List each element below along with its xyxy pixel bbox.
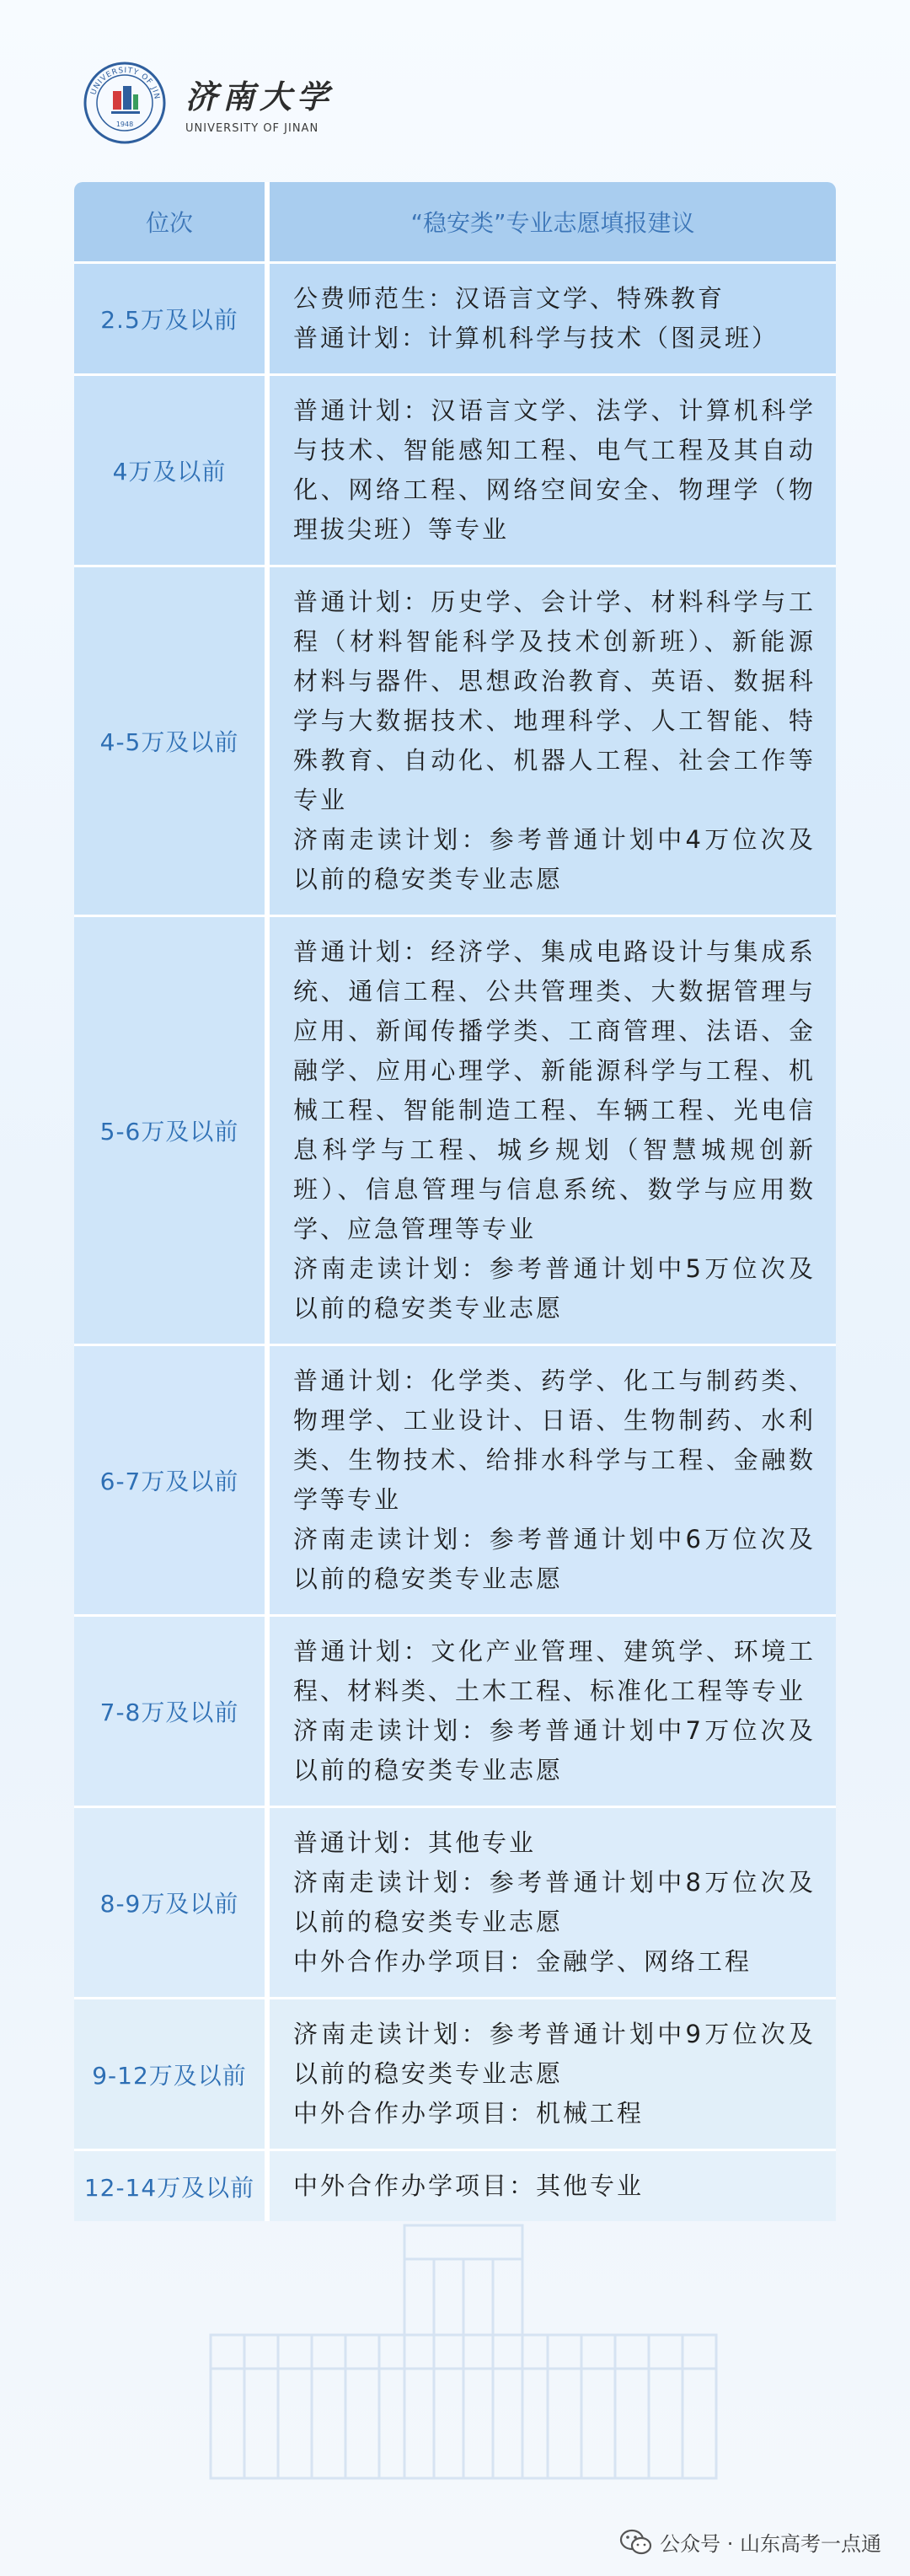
advice-line: 普通计划：文化产业管理、建筑学、环境工程、材料类、土木工程、标准化工程等专业 (293, 1637, 816, 1705)
rank-cell: 9-12万及以前 (92, 2061, 247, 2090)
table-row (74, 1997, 836, 2149)
advice-line: 普通计划：历史学、会计学、材料科学与工程（材料智能科学及技术创新班）、新能源材料与器件、思想政治教育、英语、数据科学与大数据技术、地理科学、人工智能、特殊教育、自动化、机器人工程、社会工作等专业 (293, 588, 816, 814)
advice-line: 公费师范生：汉语言文学、特殊教育 (293, 284, 725, 313)
advice-line: 济南走读计划：参考普通计划中5万位次及以前的稳安类专业志愿 (293, 1254, 816, 1323)
rank-cell: 2.5万及以前 (100, 306, 238, 334)
advice-line: 济南走读计划：参考普通计划中7万位次及以前的稳安类专业志愿 (293, 1716, 816, 1784)
advice-line: 济南走读计划：参考普通计划中6万位次及以前的稳安类专业志愿 (293, 1525, 816, 1593)
building-watermark-icon (194, 2208, 733, 2487)
advice-line: 中外合作办学项目：机械工程 (293, 2099, 645, 2128)
rank-cell: 12-14万及以前 (83, 2173, 255, 2202)
table-header-row (74, 182, 836, 261)
advice-cell (265, 1808, 836, 1997)
table-row (74, 1344, 836, 1614)
wechat-icon (619, 2528, 653, 2557)
advice-line: 中外合作办学项目：其他专业 (293, 2171, 645, 2200)
table-body (74, 261, 836, 2221)
table-row (74, 373, 836, 565)
brand-block (185, 71, 334, 135)
rank-cell: 6-7万及以前 (99, 1468, 239, 1495)
brand-english-name: UNIVERSITY OF JINAN (185, 122, 319, 135)
header-advice: “稳安类”专业志愿填报建议 (265, 182, 836, 261)
advice-line: 济南走读计划：参考普通计划中9万位次及以前的稳安类专业志愿 (293, 2020, 816, 2088)
advice-line: 济南走读计划：参考普通计划中8万位次及以前的稳安类专业志愿 (293, 1868, 816, 1936)
rank-cell: 7-8万及以前 (99, 1699, 239, 1726)
advice-line: 普通计划：汉语言文学、法学、计算机科学与技术、智能感知工程、电气工程及其自动化、网络工程、网络空间安全、物理学（物理拔尖班）等专业 (293, 396, 816, 544)
brand-chinese-name: 济南大学 (185, 78, 335, 115)
school-header (83, 52, 334, 153)
svg-text:UNIVERSITY OF JINAN: UNIVERSITY OF JIN (89, 66, 161, 101)
rank-cell: 4-5万及以前 (99, 728, 239, 756)
advice-cell (265, 1617, 836, 1806)
advice-cell (265, 264, 836, 373)
advice-cell (265, 567, 836, 915)
footer-account-name: 公众号 · 山东高考一点通 (660, 2532, 881, 2556)
advice-cell (265, 1999, 836, 2149)
advice-line: 济南走读计划：参考普通计划中4万位次及以前的稳安类专业志愿 (293, 825, 816, 894)
advice-line: 中外合作办学项目：金融学、网络工程 (293, 1947, 752, 1976)
advice-line: 普通计划：经济学、集成电路设计与集成系统、通信工程、公共管理类、大数据管理与应用、新闻传播学类、工商管理、法语、金融学、应用心理学、新能源科学与工程、机械工程、智能制造工程、车辆工程、光电信息科学与工程、城乡规划（智慧城规创新班）、信息管理与信息系统、数学与应用数学、应急管理等专业 (293, 937, 816, 1243)
table-row (74, 261, 836, 373)
advice-line: 普通计划：其他专业 (293, 1828, 537, 1857)
university-seal-logo (83, 61, 167, 145)
table-row (74, 565, 836, 915)
table-row (74, 915, 836, 1344)
advice-line: 普通计划：计算机科学与技术（图灵班） (293, 324, 779, 352)
advice-cell (265, 917, 836, 1344)
advice-line: 普通计划：化学类、药学、化工与制药类、物理学、工业设计、日语、生物制药、水利类、生物技术、给排水科学与工程、金融数学等专业 (293, 1366, 816, 1514)
footer-attribution (619, 2527, 881, 2557)
svg-text:1948: 1948 (115, 121, 134, 128)
advice-cell (265, 376, 836, 565)
rank-cell: 8-9万及以前 (99, 1890, 239, 1918)
rank-cell: 5-6万及以前 (99, 1118, 239, 1146)
table-row (74, 1806, 836, 1997)
admission-advice-table (74, 182, 836, 2221)
table-row (74, 1614, 836, 1806)
advice-cell (265, 1346, 836, 1614)
rank-cell: 4万及以前 (112, 458, 227, 486)
header-rank: 位次 (145, 209, 193, 237)
